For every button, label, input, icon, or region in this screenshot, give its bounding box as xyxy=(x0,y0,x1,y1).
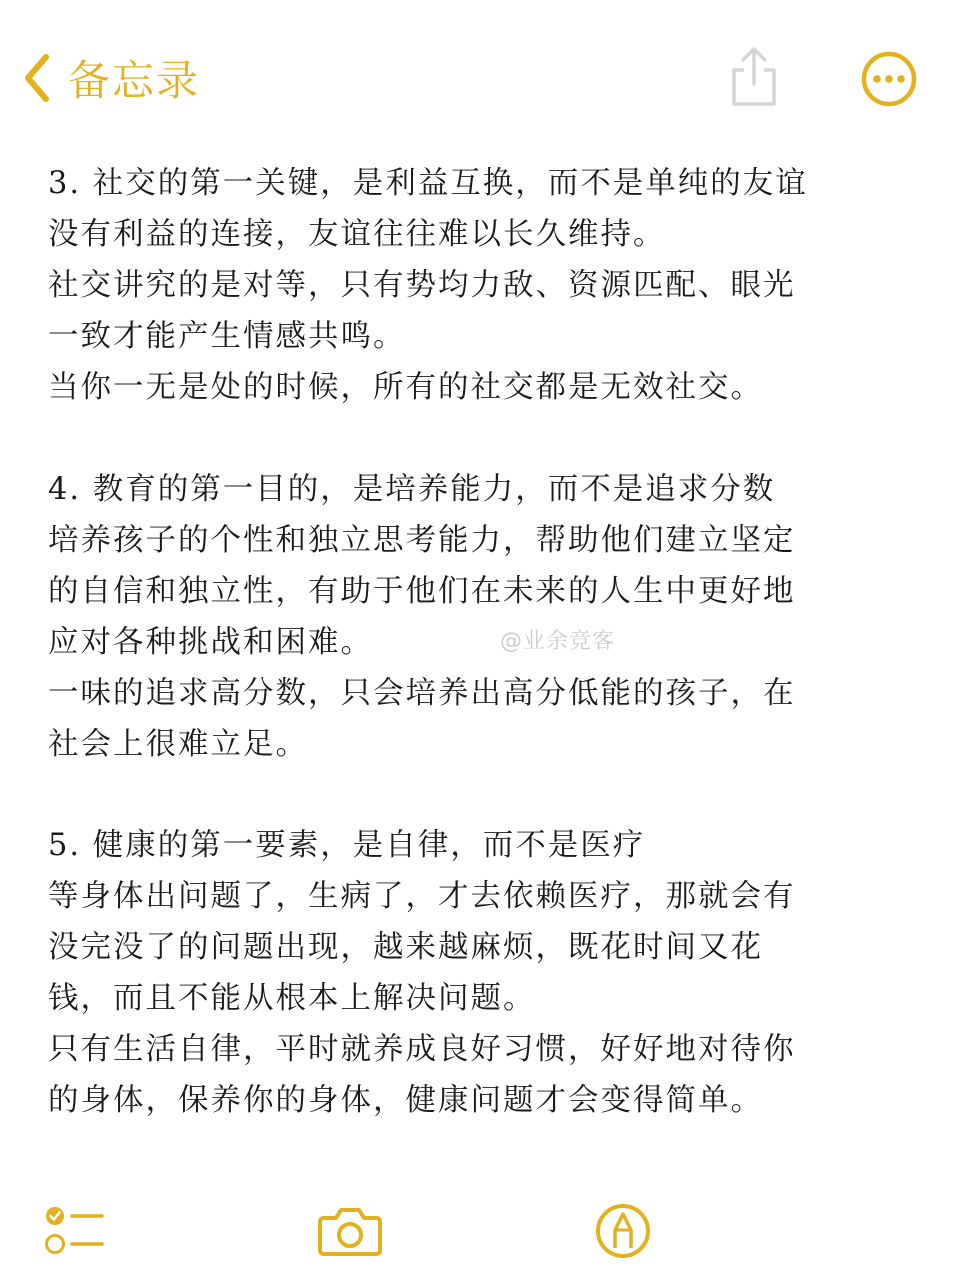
markup-button[interactable] xyxy=(594,1202,652,1260)
markup-pen-icon xyxy=(594,1202,652,1260)
more-button[interactable] xyxy=(860,50,918,108)
note-line: 3. 社交的第一关键，是利益互换，而不是单纯的友谊 xyxy=(48,166,808,201)
back-button[interactable] xyxy=(22,48,200,108)
note-line: 一味的追求高分数，只会培养出高分低能的孩子，在 xyxy=(48,675,796,711)
note-line: 没完没了的问题出现，越来越麻烦，既花时间又花 xyxy=(48,930,763,965)
checklist-button[interactable] xyxy=(44,1202,106,1258)
chevron-left-icon xyxy=(22,51,52,105)
note-line: 4. 教育的第一目的，是培养能力，而不是追求分数 xyxy=(48,471,776,507)
camera-button[interactable] xyxy=(316,1204,384,1258)
note-line: 应对各种挑战和困难。 xyxy=(48,624,373,660)
share-icon xyxy=(726,44,782,110)
note-line: 只有生活自律，平时就养成良好习惯，好好地对待你 xyxy=(48,1032,796,1067)
note-line: 当你一无是处的时候，所有的社交都是无效社交。 xyxy=(48,370,763,405)
checklist-icon xyxy=(44,1202,106,1258)
note-line: 的身体，保养你的身体，健康问题才会变得简单。 xyxy=(48,1083,763,1118)
back-label: 备忘录 xyxy=(68,56,201,105)
note-line: 的自信和独立性，有助于他们在未来的人生中更好地 xyxy=(48,573,796,609)
note-line: 培养孩子的个性和独立思考能力，帮助他们建立坚定 xyxy=(48,522,796,558)
navigation-bar xyxy=(0,0,960,150)
note-section xyxy=(48,464,928,770)
watermark: @业余竞客 xyxy=(500,629,616,654)
note-line: 社会上很难立足。 xyxy=(48,726,308,762)
share-button[interactable] xyxy=(726,44,782,110)
note-line: 社交讲究的是对等，只有势均力敌、资源匹配、眼光 xyxy=(48,268,796,303)
note-line: 钱，而且不能从根本上解决问题。 xyxy=(48,981,536,1016)
note-section xyxy=(48,158,928,413)
note-body[interactable] xyxy=(48,158,928,1177)
note-line: 5. 健康的第一要素，是自律，而不是医疗 xyxy=(48,828,646,863)
camera-icon xyxy=(316,1204,384,1258)
note-line: 一致才能产生情感共鸣。 xyxy=(48,319,406,354)
bottom-toolbar xyxy=(0,1190,960,1280)
note-line: 等身体出问题了，生病了，才去依赖医疗，那就会有 xyxy=(48,879,796,914)
note-section xyxy=(48,820,928,1126)
ellipsis-circle-icon xyxy=(860,50,918,108)
note-line: 没有利益的连接，友谊往往难以长久维持。 xyxy=(48,217,666,252)
